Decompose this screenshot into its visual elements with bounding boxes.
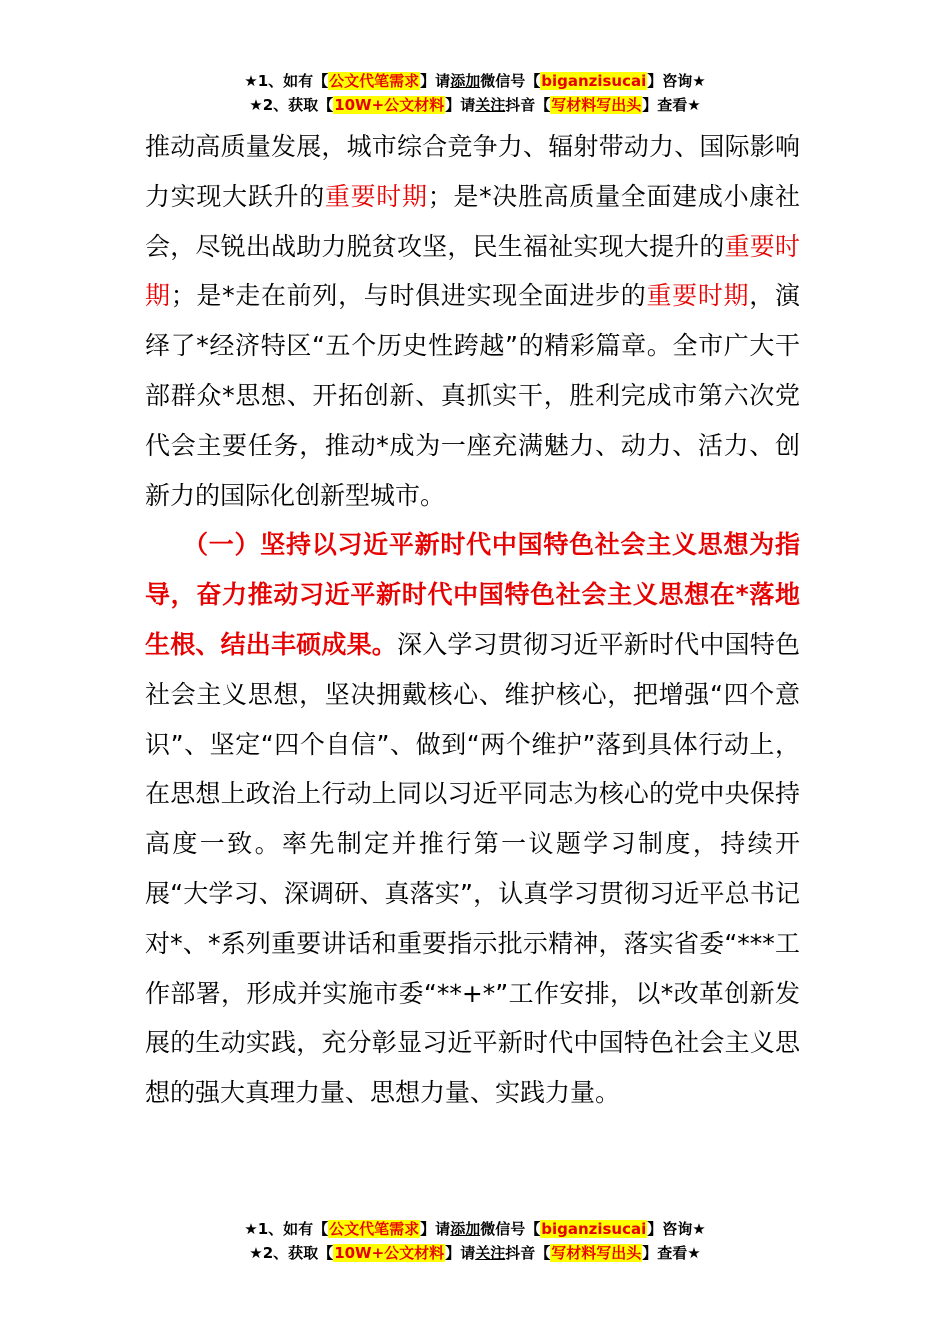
footer-banner bbox=[0, 1217, 950, 1265]
header-banner bbox=[0, 69, 950, 117]
banner-text: ★2、获取【 bbox=[249, 1244, 334, 1262]
banner-text: 微信号【 bbox=[480, 72, 541, 90]
highlight-service: 公文代笔需求 bbox=[329, 1220, 420, 1238]
banner-text: 】请 bbox=[420, 72, 451, 90]
highlight-materials: 10W+公文材料 bbox=[334, 96, 445, 114]
red-emphasis: 重要时期 bbox=[324, 181, 428, 211]
banner-text: 】请 bbox=[445, 96, 476, 114]
banner-text: ★2、获取【 bbox=[249, 96, 334, 114]
banner-text: 】查看★ bbox=[642, 1244, 701, 1262]
red-emphasis: 重要时期 bbox=[145, 231, 800, 311]
paragraph-1 bbox=[145, 122, 800, 520]
banner-text: 抖音【 bbox=[505, 96, 551, 114]
banner-underlined-text: 关注 bbox=[475, 96, 506, 114]
banner-text: 抖音【 bbox=[505, 1244, 551, 1262]
body-text: 深入学习贯彻习近平新时代中国特色社会主义思想，坚决拥戴核心、维护核心，把增强“四个意识”、坚定“四个自信”、做到“两个维护”落到具体行动上，在思想上政治上行动上同以习近平同志为核心的党中央保持高度一致。率先制定并推行第一议题学习制度，持续开展“大学习、深调研、真落实”，认真学习贯彻习近平总书记对*、*系列重要讲话和重要指示批示精神，落实省委“***工作部署，形成并实施市委“**+*”工作安排，以*改革创新发展的生动实践，充分彰显习近平新时代中国特色社会主义思想的强大真理力量、思想力量、实践力量。 bbox=[145, 629, 800, 1108]
banner-text: 微信号【 bbox=[480, 1220, 541, 1238]
body-text: ，演绎了*经济特区“五个历史性跨越”的精彩篇章。全市广大干部群众*思想、开拓创新、真抓实干，胜利完成市第六次党代会主要任务，推动*成为一座充满魅力、动力、活力、创新力的国际化创新型城市。 bbox=[145, 281, 800, 510]
banner-underlined-text: 添加 bbox=[450, 72, 481, 90]
paragraph-2 bbox=[145, 520, 800, 1118]
red-emphasis: 重要时期 bbox=[646, 281, 750, 311]
banner-text: ★1、如有【 bbox=[244, 72, 329, 90]
section-heading: （一）坚持以习近平新时代中国特色社会主义思想为指导，奋力推动习近平新时代中国特色社会主义思想在*落地生根、结出丰硕成果。 bbox=[145, 530, 800, 659]
body-text: ；是*走在前列，与时俱进实现全面进步的 bbox=[170, 281, 647, 311]
banner-text: 】请 bbox=[420, 1220, 451, 1238]
highlight-douyin-account: 写材料写出头 bbox=[551, 1244, 642, 1262]
banner-line-1 bbox=[0, 1217, 950, 1241]
highlight-materials: 10W+公文材料 bbox=[334, 1244, 445, 1262]
banner-text: 】咨询★ bbox=[647, 72, 706, 90]
highlight-service: 公文代笔需求 bbox=[329, 72, 420, 90]
banner-text: 】咨询★ bbox=[647, 1220, 706, 1238]
banner-text: 】查看★ bbox=[642, 96, 701, 114]
banner-underlined-text: 添加 bbox=[450, 1220, 481, 1238]
highlight-wechat-id: biganzisucai bbox=[541, 1220, 647, 1238]
body-text: ；是*决胜高质量全面建成小康社会，尽锐出战助力脱贫攻坚，民生福祉实现大提升的 bbox=[145, 181, 800, 261]
banner-underlined-text: 关注 bbox=[475, 1244, 506, 1262]
highlight-douyin-account: 写材料写出头 bbox=[551, 96, 642, 114]
banner-text: ★1、如有【 bbox=[244, 1220, 329, 1238]
body-text: 推动高质量发展，城市综合竞争力、辐射带动力、国际影响力实现大跃升的 bbox=[145, 132, 800, 211]
banner-line-1 bbox=[0, 69, 950, 93]
highlight-wechat-id: biganzisucai bbox=[541, 72, 647, 90]
banner-text: 】请 bbox=[445, 1244, 476, 1262]
document-body bbox=[145, 122, 800, 1118]
banner-line-2 bbox=[0, 1241, 950, 1265]
banner-line-2 bbox=[0, 93, 950, 117]
